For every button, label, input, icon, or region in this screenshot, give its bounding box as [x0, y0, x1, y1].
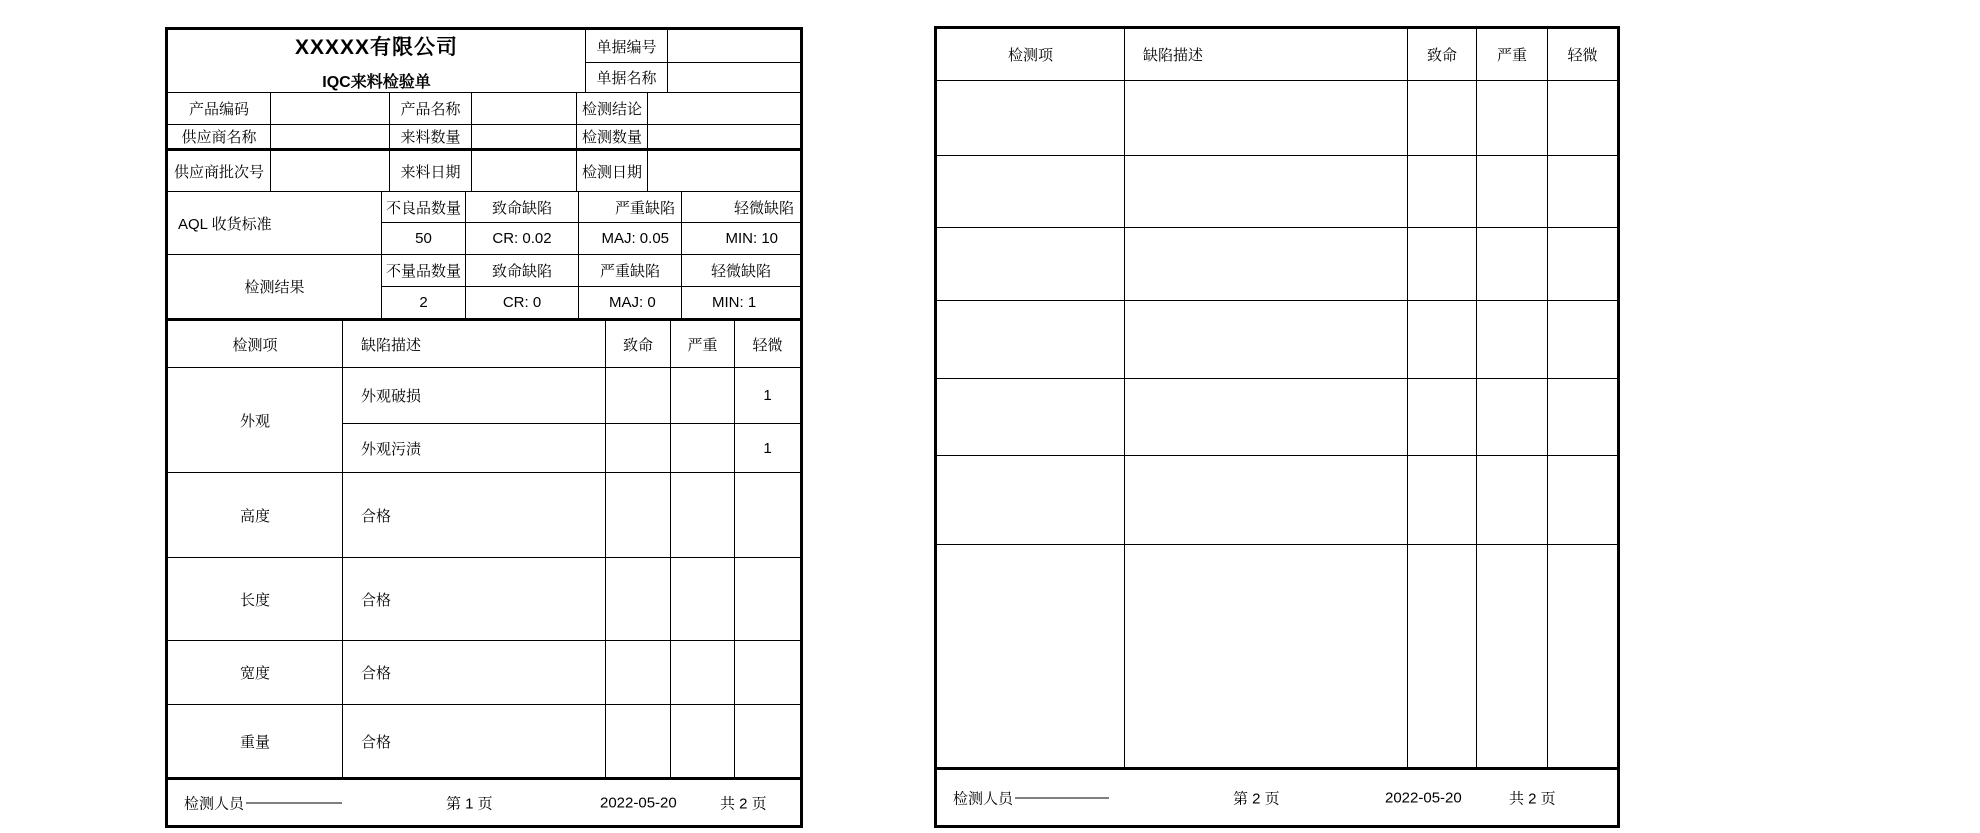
defect-desc-cell: 外观污渍	[343, 424, 606, 472]
appearance-rows	[343, 368, 800, 472]
empty-cell	[1408, 81, 1477, 155]
company-name: XXXXX有限公司	[294, 35, 459, 59]
empty-cell	[1548, 228, 1617, 300]
col-header-desc: 缺陷描述	[1125, 29, 1408, 80]
table-group-appearance	[168, 368, 800, 473]
product-name-value	[472, 93, 577, 124]
empty-cell	[937, 379, 1125, 455]
inspector-label: 检测人员	[184, 795, 245, 812]
date: 2022-05-20	[1385, 789, 1462, 806]
inspection-result-label: 检测结果	[168, 255, 382, 318]
item-cell: 高度	[168, 473, 343, 557]
table-row-height	[168, 473, 800, 558]
table-row	[937, 301, 1617, 379]
page-number: 第 2 页	[1233, 790, 1280, 807]
defective-qty-header: 不良品数量	[382, 192, 466, 222]
critical-cell	[606, 473, 671, 557]
col-header-item: 检测项	[168, 321, 343, 367]
item-cell: 宽度	[168, 641, 343, 704]
empty-cell	[937, 301, 1125, 378]
empty-cell	[937, 81, 1125, 155]
table-row	[937, 456, 1617, 545]
incoming-qty-label: 来料数量	[390, 125, 472, 148]
col-header-desc: 缺陷描述	[343, 321, 606, 367]
batch-no-label: 供应商批次号	[168, 151, 271, 191]
empty-cell	[1408, 228, 1477, 300]
form-title: IQC来料检验单	[322, 73, 431, 91]
item-cell: 长度	[168, 558, 343, 640]
defective-qty-value: 50	[382, 223, 466, 254]
total-pages: 共 2 页	[1509, 790, 1556, 807]
result-columns-row	[382, 255, 800, 287]
empty-cell	[1548, 456, 1617, 544]
table-row	[937, 228, 1617, 301]
batch-row	[168, 151, 800, 192]
supplier-name-value	[271, 125, 390, 148]
empty-cell	[1477, 545, 1548, 767]
conclusion-label: 检测结论	[577, 93, 648, 124]
empty-cell	[1548, 156, 1617, 227]
empty-cell	[1548, 545, 1617, 767]
empty-cell	[1408, 156, 1477, 227]
title-area	[168, 30, 586, 92]
critical-cell	[606, 705, 671, 777]
col-header-critical: 致命	[1408, 29, 1477, 80]
incoming-date-label: 来料日期	[390, 151, 472, 191]
empty-cell	[1408, 379, 1477, 455]
empty-cell	[1477, 228, 1548, 300]
result-major-header: 严重缺陷	[579, 255, 682, 286]
table-row	[343, 424, 800, 472]
table-row	[343, 368, 800, 424]
empty-cell	[1125, 456, 1408, 544]
inspect-qty-value	[648, 125, 800, 148]
empty-cell	[1477, 81, 1548, 155]
col-header-minor: 轻微	[752, 336, 783, 354]
empty-cell	[1408, 301, 1477, 378]
major-defect-value: MAJ: 0.05	[579, 223, 682, 254]
defect-desc-cell: 合格	[343, 641, 606, 704]
doc-name-value	[668, 63, 800, 92]
doc-no-row	[586, 30, 800, 63]
result-critical-header: 致命缺陷	[466, 255, 579, 286]
empty-cell	[1125, 379, 1408, 455]
inspect-date-label: 检测日期	[577, 151, 648, 191]
empty-cell	[1548, 379, 1617, 455]
incoming-qty-value	[472, 125, 577, 148]
major-cell	[671, 368, 735, 423]
empty-cell	[1477, 379, 1548, 455]
major-cell	[671, 424, 735, 472]
col-header-major: 严重	[1477, 29, 1548, 80]
empty-cell	[937, 228, 1125, 300]
title-block	[168, 30, 800, 93]
empty-cell	[1477, 301, 1548, 378]
empty-cell	[1408, 545, 1477, 767]
table-row	[937, 81, 1617, 156]
minor-cell: 1	[763, 439, 772, 457]
empty-cell	[1408, 456, 1477, 544]
defect-table-header	[168, 321, 800, 368]
product-row	[168, 93, 800, 125]
date: 2022-05-20	[600, 794, 677, 811]
aql-columns-row	[382, 192, 800, 223]
major-cell	[671, 641, 735, 704]
minor-defect-value: MIN: 10	[725, 230, 778, 247]
batch-no-value	[271, 151, 390, 191]
minor-cell	[735, 473, 800, 557]
empty-cell	[937, 156, 1125, 227]
doc-name-row	[586, 63, 800, 92]
major-cell	[671, 473, 735, 557]
page-footer	[937, 770, 1617, 825]
empty-cell	[1125, 81, 1408, 155]
supplier-name-label: 供应商名称	[168, 125, 271, 148]
product-code-value	[271, 93, 390, 124]
critical-defect-value: CR: 0.02	[466, 223, 579, 254]
major-cell	[671, 558, 735, 640]
minor-cell	[735, 641, 800, 704]
result-critical-value: CR: 0	[466, 287, 579, 318]
minor-cell	[735, 705, 800, 777]
critical-cell	[606, 641, 671, 704]
critical-cell	[606, 558, 671, 640]
empty-cell	[1125, 156, 1408, 227]
signature-line	[1015, 797, 1109, 798]
table-row	[937, 545, 1617, 767]
empty-cell	[1477, 156, 1548, 227]
empty-cell	[1548, 81, 1617, 155]
empty-cell	[937, 545, 1125, 767]
aql-standard-block	[168, 192, 800, 255]
minor-cell	[735, 558, 800, 640]
item-cell: 外观	[168, 368, 343, 472]
inspect-qty-label: 检测数量	[577, 125, 648, 148]
product-name-label: 产品名称	[390, 93, 472, 124]
empty-cell	[1477, 456, 1548, 544]
result-major-value: MAJ: 0	[579, 287, 682, 318]
result-minor-value: MIN: 1	[712, 294, 757, 311]
minor-defect-header: 轻微缺陷	[733, 199, 794, 217]
doc-no-value	[668, 30, 800, 62]
table-row	[937, 379, 1617, 456]
item-cell: 重量	[168, 705, 343, 777]
table-row	[937, 156, 1617, 228]
col-header-item: 检测项	[937, 29, 1125, 80]
doc-fields	[586, 30, 800, 92]
defect-desc-cell: 合格	[343, 558, 606, 640]
page-2	[934, 26, 1620, 828]
result-values-row	[382, 287, 800, 318]
empty-cell	[1125, 228, 1408, 300]
inspection-result-grid	[382, 255, 800, 318]
signature-line	[246, 802, 342, 803]
minor-cell: 1	[763, 387, 772, 404]
inspector-label: 检测人员	[953, 790, 1014, 807]
defect-desc-cell: 合格	[343, 473, 606, 557]
empty-cell	[1125, 545, 1408, 767]
result-defective-qty-value: 2	[382, 287, 466, 318]
empty-cell	[1548, 301, 1617, 378]
col-header-critical: 致命	[606, 321, 671, 367]
page-number: 第 1 页	[446, 795, 493, 812]
aql-standard-label: AQL 收货标准	[168, 192, 382, 254]
empty-cell	[937, 456, 1125, 544]
total-pages: 共 2 页	[720, 795, 767, 812]
doc-no-label: 单据编号	[586, 30, 668, 62]
table-row-length	[168, 558, 800, 641]
defect-desc-cell: 合格	[343, 705, 606, 777]
critical-cell	[606, 368, 671, 423]
supplier-row	[168, 125, 800, 148]
inspect-date-value	[648, 151, 800, 191]
incoming-date-value	[472, 151, 577, 191]
page-footer	[168, 780, 800, 825]
major-defect-header: 严重缺陷	[579, 192, 682, 222]
table-row-weight	[168, 705, 800, 777]
result-defective-qty-header: 不量品数量	[382, 255, 466, 286]
critical-defect-header: 致命缺陷	[466, 192, 579, 222]
doc-name-label: 单据名称	[586, 63, 668, 92]
aql-values-row	[382, 223, 800, 254]
empty-cell	[1125, 301, 1408, 378]
conclusion-value	[648, 93, 800, 124]
inspection-result-block	[168, 255, 800, 318]
table-row-width	[168, 641, 800, 705]
col-header-major: 严重	[671, 321, 735, 367]
major-cell	[671, 705, 735, 777]
result-minor-header: 轻微缺陷	[710, 263, 771, 280]
col-header-minor: 轻微	[1567, 47, 1598, 64]
defect-table-header	[937, 29, 1617, 81]
page-1	[165, 27, 803, 828]
critical-cell	[606, 424, 671, 472]
aql-standard-grid	[382, 192, 800, 254]
product-code-label: 产品编码	[168, 93, 271, 124]
defect-desc-cell: 外观破损	[343, 368, 606, 423]
